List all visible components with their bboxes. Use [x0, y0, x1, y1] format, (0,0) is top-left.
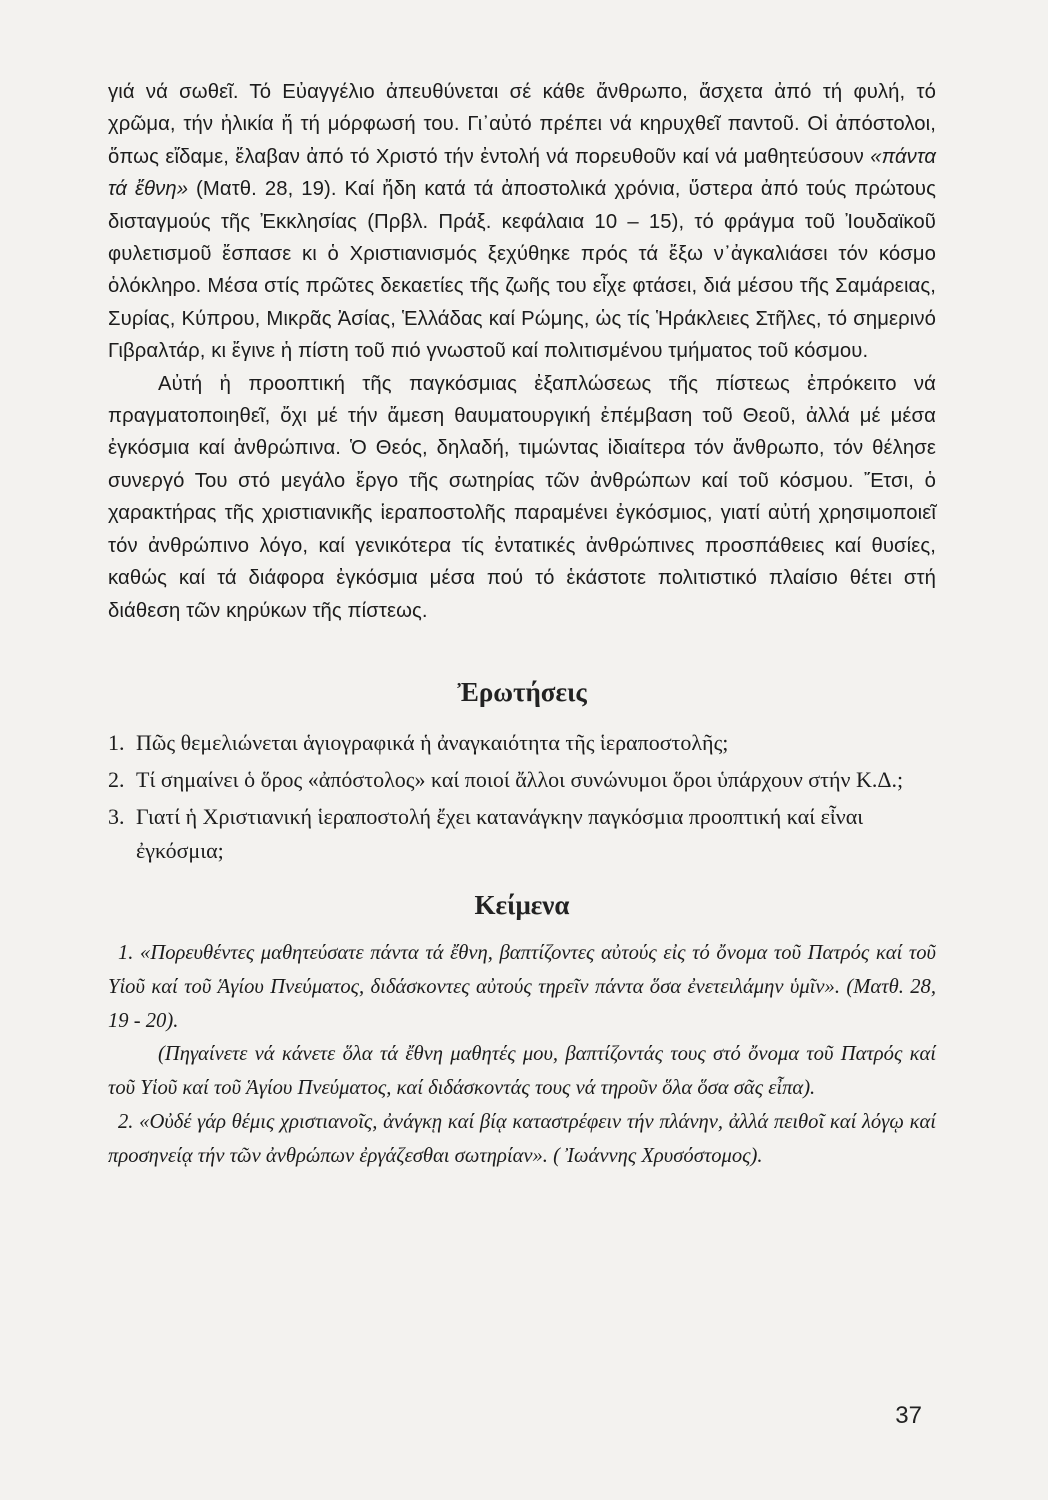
text-1-quote: 1. «Πορευθέντες μαθητεύσατε πάντα τά ἔθνη, βαπτίζοντες αὐτούς εἰς τό ὄνομα τοῦ Πατρός καί τοῦ Υἱοῦ καί τοῦ Ἁγίου Πνεύματος, διδάσκοντες αὐτούς τηρεῖν πάντα ὅσα ἐνετειλάμην ὑμῖν». (Ματθ. 28, 19 - 20).: [108, 941, 936, 1032]
paragraph-1-part-2: (Ματθ. 28, 19). Καί ἤδη κατά τά ἀποστολικά χρόνια, ὕστερα ἀπό τούς πρώτους δισταγμούς τῆς Ἐκκλησίας (Πρβλ. Πράξ. κεφάλαια 10 – 15), τό φράγμα τοῦ Ἰουδαϊκοῦ φυλετισμοῦ ἔσπασε κι ὁ Χριστιανισμός ξεχύθηκε πρός τά ἔξω ν᾽ἀγκαλιάσει τόν κόσμο ὁλόκληρο. Μέσα στίς πρῶτες δεκαετίες τῆς ζωῆς του εἶχε φτάσει, διά μέσου τῆς Σαμάρειας, Συρίας, Κύπρου, Μικρᾶς Ἀσίας, Ἑλλάδας καί Ρώμης, ὡς τίς Ἡράκλειες Στῆλες, τό σημερινό Γιβραλτάρ, κι ἔγινε ἡ πίστη τοῦ πιό γνωστοῦ καί πολιτισμένου τμήματος τοῦ κόσμου.: [108, 178, 936, 363]
question-number: 2.: [108, 766, 125, 792]
text-1-translation: (Πηγαίνετε νά κάνετε ὅλα τά ἔθνη μαθητές μου, βαπτίζοντάς τους στό ὄνομα τοῦ Πατρός καί τοῦ Υἱοῦ καί τοῦ Ἁγίου Πνεύματος, καί διδάσκοντάς τους νά τηροῦν ὅλα ὅσα σᾶς εἶπα).: [108, 1043, 936, 1100]
question-item: [108, 763, 936, 797]
paragraph-1-quote: «πάντα τά ἔθνη»: [108, 145, 936, 201]
page-number: 37: [895, 1402, 922, 1429]
body-paragraph-2: Αὐτή ἡ προοπτική τῆς παγκόσμιας ἐξαπλώσεως τῆς πίστεως ἐπρόκειτο νά πραγματοποιηθεῖ, ὄχι μέ τήν ἄμεση θαυματουργική ἐπέμβαση τοῦ Θεοῦ, ἀλλά μέ μέσα ἐγκόσμια καί ἀνθρώπινα. Ὁ Θεός, δηλαδή, τιμώντας ἰδιαίτερα τόν ἄνθρωπο, τόν θέλησε συνεργό Του στό μεγάλο ἔργο τῆς σωτηρίας τῶν ἀνθρώπων καί τοῦ κόσμου. Ἔτσι, ὁ χαρακτήρας τῆς χριστιανικῆς ἱεραποστολῆς παραμένει ἐγκόσμιος, γιατί αὐτή χρησιμοποιεῖ τόν ἀνθρώπινο λόγο, καί γενικότερα τίς ἐντατικές ἀνθρώπινες προσπάθειες καί θυσίες, καθώς καί τά διάφορα ἐγκόσμια μέσα πού τό ἑκάστοτε πολιτιστικό πλαίσιο θέτει στή διάθεση τῶν κηρύκων τῆς πίστεως.: [108, 372, 936, 622]
question-text: Πῶς θεμελιώνεται ἁγιογραφικά ἡ ἀναγκαιότητα τῆς ἱεραποστολῆς;: [136, 729, 729, 755]
body-paragraph-1: [108, 76, 936, 368]
page-content: [108, 76, 936, 1173]
question-number: 1.: [108, 729, 125, 755]
question-item: [108, 726, 936, 760]
question-text: Γιατί ἡ Χριστιανική ἱεραποστολή ἔχει κατανάγκην παγκόσμια προοπτική καί εἶναι ἐγκόσμια;: [136, 803, 864, 863]
question-number: 3.: [108, 803, 125, 829]
texts-heading: Κείμενα: [474, 889, 570, 920]
questions-heading: Ἐρωτήσεις: [457, 676, 587, 707]
questions-list: [108, 726, 936, 868]
question-text: Τί σημαίνει ὁ ὅρος «ἀπόστολος» καί ποιοί ἄλλοι συνώνυμοι ὅροι ὑπάρχουν στήν Κ.Δ.;: [136, 766, 904, 792]
texts-section: [108, 937, 936, 1174]
paragraph-1-part-1: γιά νά σωθεῖ. Τό Εὐαγγέλιο ἀπευθύνεται σέ κάθε ἄνθρωπο, ἄσχετα ἀπό τή φυλή, τό χρῶμα, τήν ἡλικία ἤ τή μόρφωσή του. Γι᾽αὐτό πρέπει νά κηρυχθεῖ παντοῦ. Οἱ ἀπόστολοι, ὅπως εἴδαμε, ἔλαβαν ἀπό τό Χριστό τήν ἐντολή νά πορευθοῦν καί νά μαθητεύσουν: [108, 81, 936, 168]
question-item: [108, 800, 936, 868]
text-2-quote: 2. «Οὐδέ γάρ θέμις χριστιανοῖς, ἀνάγκῃ καί βίᾳ καταστρέφειν τήν πλάνην, ἀλλά πειθοῖ καί λόγῳ καί προσηνείᾳ τήν τῶν ἀνθρώπων ἐργάζεσθαι σωτηρίαν». ( Ἰωάννης Χρυσόστομος).: [108, 1110, 936, 1167]
